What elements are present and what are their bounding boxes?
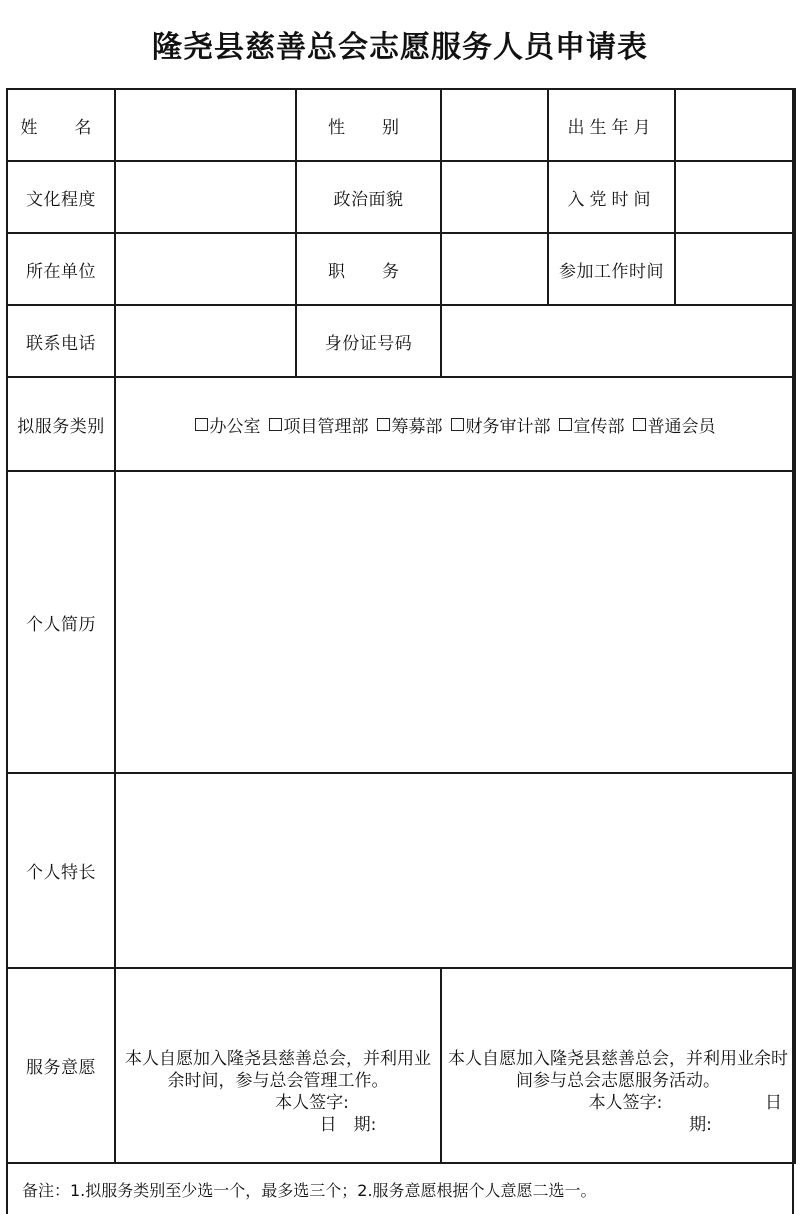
employer-label: 所在单位 [7,233,115,305]
specialty-label: 个人特长 [7,773,115,968]
gender-field[interactable] [441,89,548,161]
phone-field[interactable] [115,305,296,377]
intention-option-volunteer[interactable] [441,968,795,1163]
service-type-options [115,377,795,471]
signature-label: 本人签字: [275,1092,349,1113]
service-option-fundraising[interactable]: 筹募部 [377,412,443,437]
birth-field[interactable] [675,89,795,161]
day-label: 日 [765,1092,782,1113]
form-title: 隆尧县慈善总会志愿服务人员申请表 [152,30,648,65]
form-right-border [792,88,794,1214]
political-label: 政治面貌 [296,161,441,233]
checkbox-icon[interactable] [195,418,208,431]
education-label: 文化程度 [7,161,115,233]
party-date-field[interactable] [675,161,795,233]
birth-label: 出生年月 [548,89,675,161]
checkbox-icon[interactable] [377,418,390,431]
checkbox-icon[interactable] [633,418,646,431]
checkbox-icon[interactable] [269,418,282,431]
gender-label: 性 别 [296,89,441,161]
date-label: 期: [689,1114,712,1135]
position-label: 职 务 [296,233,441,305]
application-form-table [6,88,796,1164]
service-option-finance[interactable]: 财务审计部 [451,412,551,437]
intention-option-management[interactable] [115,968,441,1163]
service-option-member[interactable]: 普通会员 [633,412,716,437]
service-option-project[interactable]: 项目管理部 [269,412,369,437]
id-number-field[interactable] [441,305,795,377]
form-left-border [6,88,8,1214]
name-field[interactable] [115,89,296,161]
date-label: 日 期: [319,1114,377,1135]
checkbox-icon[interactable] [451,418,464,431]
specialty-field[interactable] [115,773,795,968]
work-start-label: 参加工作时间 [548,233,675,305]
id-number-label: 身份证号码 [296,305,441,377]
intention-option-management-text: 本人自愿加入隆尧县慈善总会，并利用业余时间，参与总会管理工作。 [125,1048,431,1091]
service-option-publicity[interactable]: 宣传部 [559,412,625,437]
work-start-field[interactable] [675,233,795,305]
resume-field[interactable] [115,471,795,773]
signature-label: 本人签字: 日 [446,1092,790,1114]
position-field[interactable] [441,233,548,305]
employer-field[interactable] [115,233,296,305]
political-field[interactable] [441,161,548,233]
party-date-label: 入党时间 [548,161,675,233]
name-label: 姓 名 [7,89,115,161]
service-type-label: 拟服务类别 [7,377,115,471]
checkbox-icon[interactable] [559,418,572,431]
education-field[interactable] [115,161,296,233]
service-option-office[interactable]: 办公室 [195,412,261,437]
footer-note: 备注：1.拟服务类别至少选一个，最多选三个；2.服务意愿根据个人意愿二选一。 [22,1181,597,1200]
intention-label: 服务意愿 [7,968,115,1163]
intention-option-volunteer-text: 本人自愿加入隆尧县慈善总会，并利用业余时间参与总会志愿服务活动。 [448,1048,788,1091]
phone-label: 联系电话 [7,305,115,377]
resume-label: 个人简历 [7,471,115,773]
